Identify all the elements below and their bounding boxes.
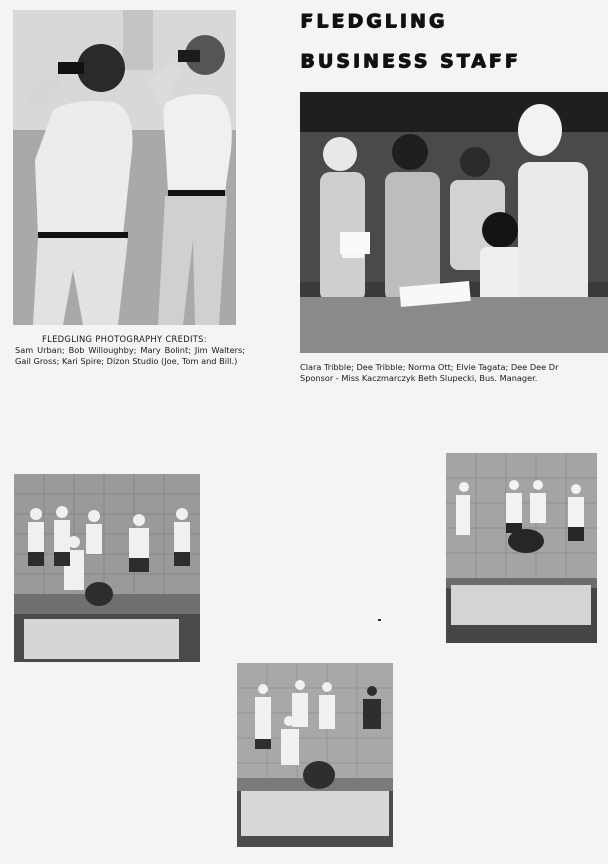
photography-credits-body: Sam Urban; Bob Willoughby; Mary Bolint; Jim Walters; Gail Gross; Kari Spire; Dizon Studio (Joe, Tom and Bill.) bbox=[15, 345, 245, 366]
page-title-line2: BUSINESS STAFF bbox=[300, 50, 521, 72]
photography-credits-title: FLEDGLING PHOTOGRAPHY CREDITS: bbox=[42, 334, 207, 344]
page-title-line1: FLEDGLING bbox=[300, 10, 448, 32]
business-staff-photo bbox=[300, 92, 608, 353]
business-staff-caption bbox=[300, 362, 558, 384]
page-speck bbox=[378, 619, 381, 621]
caption-names: Clara Tribble; Dee Tribble; Norma Ott; Elvie Tagata; Dee Dee Dr bbox=[300, 362, 559, 372]
gym-photo-bottom bbox=[237, 663, 393, 847]
gym-photo-left bbox=[14, 474, 200, 662]
gym-photo-right bbox=[446, 453, 597, 643]
photographers-photo bbox=[13, 10, 236, 325]
caption-sponsor: Sponsor - Miss Kaczmarczyk Beth Slupecki, Bus. Manager. bbox=[300, 373, 538, 383]
